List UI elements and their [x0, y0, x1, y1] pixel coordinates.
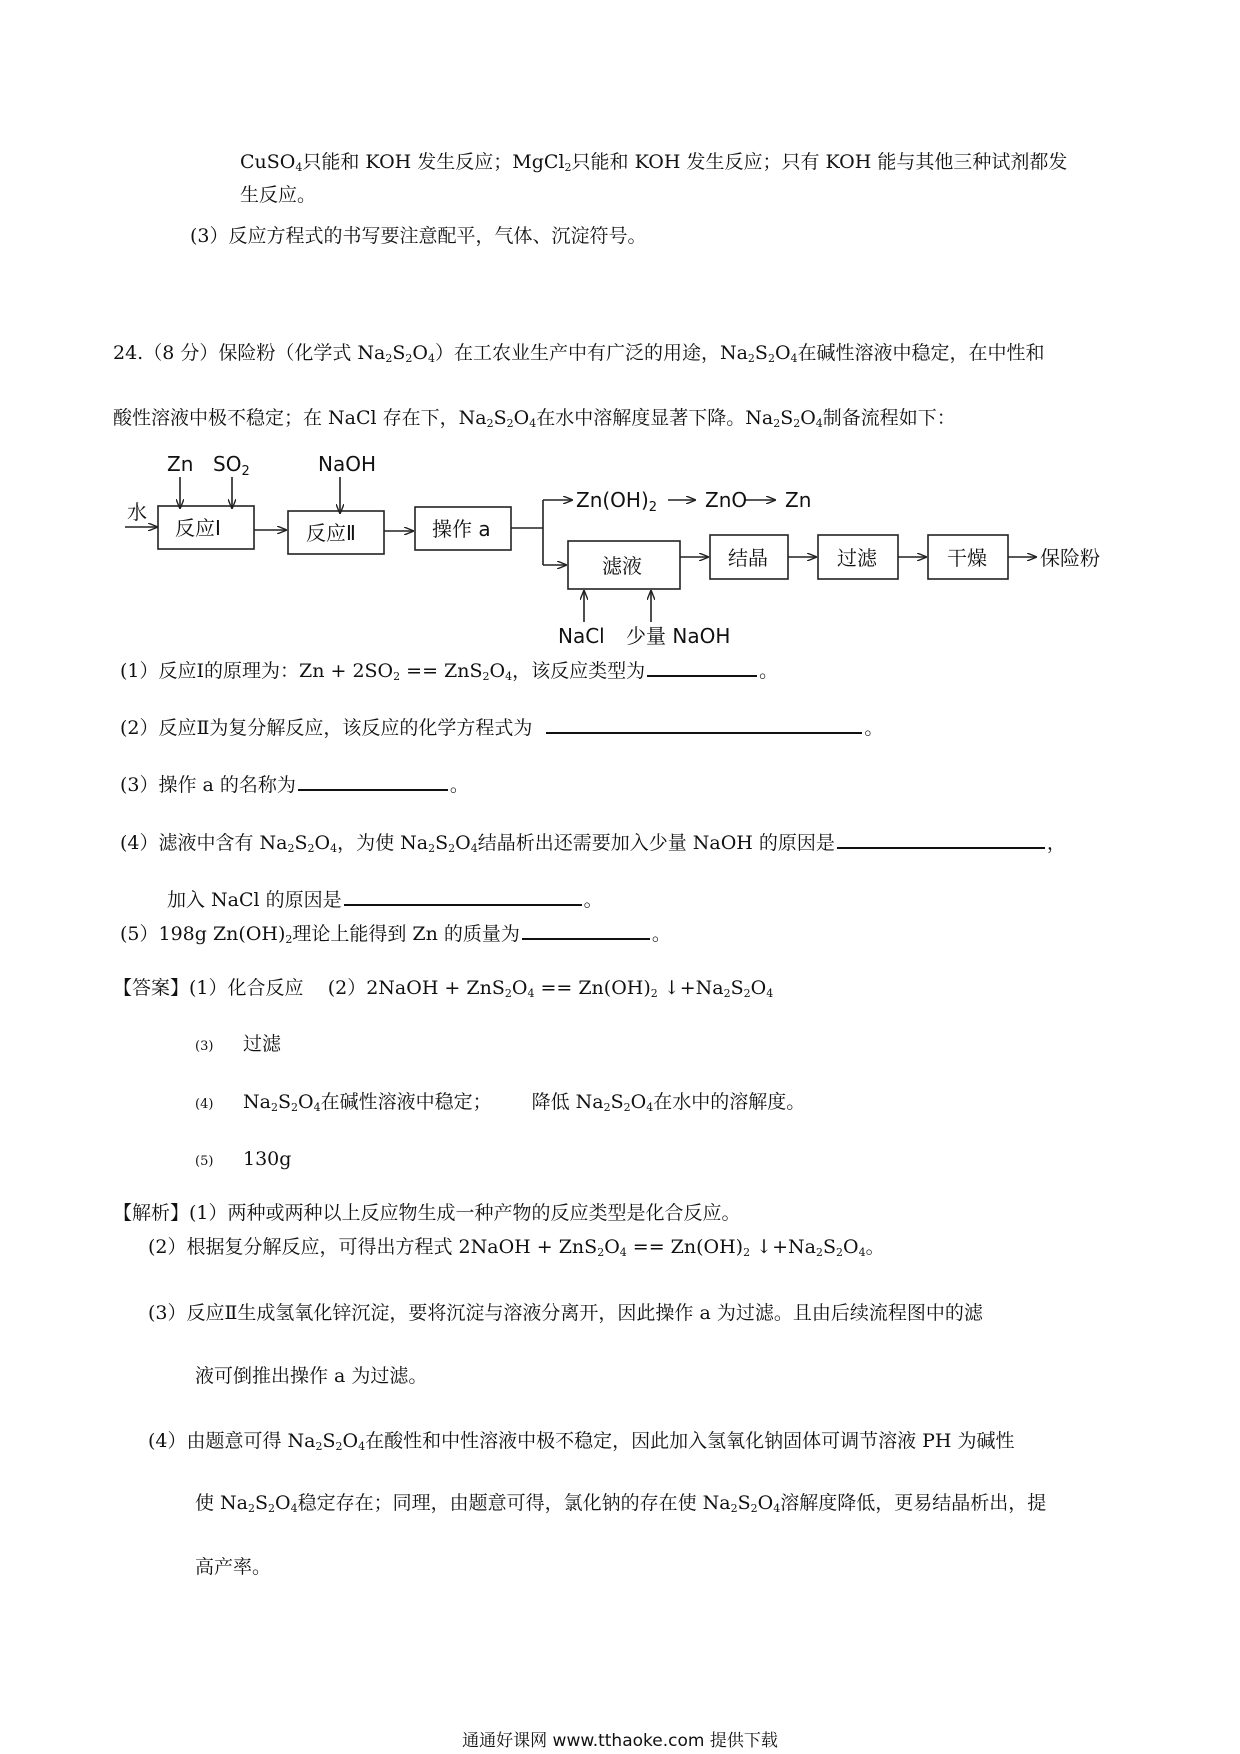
answer-blank-4b[interactable] — [344, 886, 582, 906]
prev-line-1: CuSO$_4$只能和 KOH 发生反应；MgCl$_2$只能和 KOH 发生反应；只有 KOH 能与其他三种试剂都发 — [240, 151, 1068, 174]
q24-intro-line-2: 酸性溶液中极不稳定；在 NaCl 存在下，$Na_2S_2O_4$在水中溶解度显著下降。$Na_2S_2O_4$制备流程如下： — [113, 407, 956, 430]
label-reaction-1: 反应Ⅰ — [175, 516, 221, 540]
prev-line-3: (3）反应方程式的书写要注意配平，气体、沉淀符号。 — [190, 225, 647, 247]
page-footer: 通通好课网 www.tthaoke.com 提供下载 — [462, 1731, 778, 1751]
process-flow-diagram — [0, 445, 1240, 645]
label-znoh2: $Zn(OH)_2$ — [576, 488, 658, 515]
analysis-line-1: 【解析】(1）两种或两种以上反应物生成一种产物的反应类型是化合反应。 — [113, 1202, 741, 1224]
label-zn-final: Zn — [785, 488, 812, 512]
answer-5: 130g — [243, 1148, 292, 1170]
label-product: 保险粉 — [1040, 546, 1100, 570]
label-filtrate: 滤液 — [602, 554, 642, 578]
answer-blank-5[interactable] — [522, 920, 650, 940]
analysis-label: 【解析】 — [113, 1202, 190, 1224]
answer-label: 【答案】 — [113, 977, 190, 999]
answer-blank-2[interactable] — [546, 714, 862, 734]
answer-blank-3[interactable] — [298, 771, 448, 791]
label-nacl: NaCl — [558, 624, 605, 645]
q24-intro-line-1: 24.（8 分）保险粉（化学式 $Na_2S_2O_4$）在工农业生产中有广泛的用途，$Na_2S_2O_4$在碱性溶液中稳定，在中性和 — [113, 342, 1045, 365]
answer-3: 过滤 — [243, 1033, 282, 1055]
answer-4: $Na_2S_2O_4$在碱性溶液中稳定； 降低 $Na_2S_2O_4$在水中的溶解度。 — [243, 1091, 806, 1114]
prev-line-2: 生反应。 — [240, 184, 317, 206]
analysis-line-4: (4）由题意可得 $Na_2S_2O_4$在酸性和中性溶液中极不稳定，因此加入氢氧化钠固体可调节溶液 PH 为碱性 — [148, 1430, 1015, 1453]
label-water: 水 — [127, 500, 147, 524]
analysis-line-4c: 高产率。 — [195, 1556, 272, 1578]
label-operation-a: 操作 a — [432, 517, 491, 541]
question-4-continued: 加入 NaCl 的原因是 。 — [167, 886, 603, 913]
answer-line-1: 【答案】(1）化合反应 (2）2NaOH + $ZnS_2O_4 == Zn(OH)_2$ $↓+Na_2S_2O_4$ — [113, 977, 774, 1000]
label-so2: $SO_2$ — [213, 452, 250, 479]
answer-blank-1[interactable] — [647, 657, 757, 677]
label-filter: 过滤 — [837, 546, 877, 570]
question-1: (1）反应Ⅰ的原理为：$Zn + 2SO_2 == ZnS_2O_4$，该反应类型为 。 — [120, 657, 778, 684]
analysis-line-2: (2）根据复分解反应，可得出方程式 2NaOH + $ZnS_2O_4 == Zn(OH)_2$ $↓+Na_2S_2O_4$。 — [148, 1236, 885, 1259]
answer-4-num: (4) — [195, 1097, 214, 1112]
answer-5-num: (5) — [195, 1154, 214, 1169]
analysis-line-3: (3）反应Ⅱ生成氢氧化锌沉淀，要将沉淀与溶液分离开，因此操作 a 为过滤。且由后续流程图中的滤 — [148, 1302, 983, 1324]
analysis-line-4b: 使 $Na_2S_2O_4$稳定存在；同理，由题意可得，氯化钠的存在使 $Na_2S_2O_4$溶解度降低，更易结晶析出，提 — [195, 1492, 1047, 1515]
label-dry: 干燥 — [947, 546, 987, 570]
question-3: (3）操作 a 的名称为 。 — [120, 771, 469, 798]
answer-3-num: (3) — [195, 1039, 214, 1054]
question-4: (4）滤液中含有 $Na_2S_2O_4$，为使 $Na_2S_2O_4$结晶析出还需要加入少量 NaOH 的原因是 ， — [120, 829, 1066, 856]
label-zno: ZnO — [705, 488, 748, 512]
label-naoh: NaOH — [318, 452, 376, 476]
label-crystallize: 结晶 — [728, 546, 768, 570]
answer-blank-4a[interactable] — [837, 829, 1045, 849]
analysis-line-3b: 液可倒推出操作 a 为过滤。 — [195, 1365, 428, 1387]
question-2: (2）反应Ⅱ为复分解反应，该反应的化学方程式为 。 — [120, 714, 883, 741]
label-reaction-2: 反应Ⅱ — [306, 521, 356, 545]
question-5: (5）198g $Zn(OH)_2$理论上能得到 Zn 的质量为 。 — [120, 920, 671, 947]
label-zn: Zn — [167, 452, 194, 476]
label-little-naoh: 少量 NaOH — [626, 624, 731, 645]
